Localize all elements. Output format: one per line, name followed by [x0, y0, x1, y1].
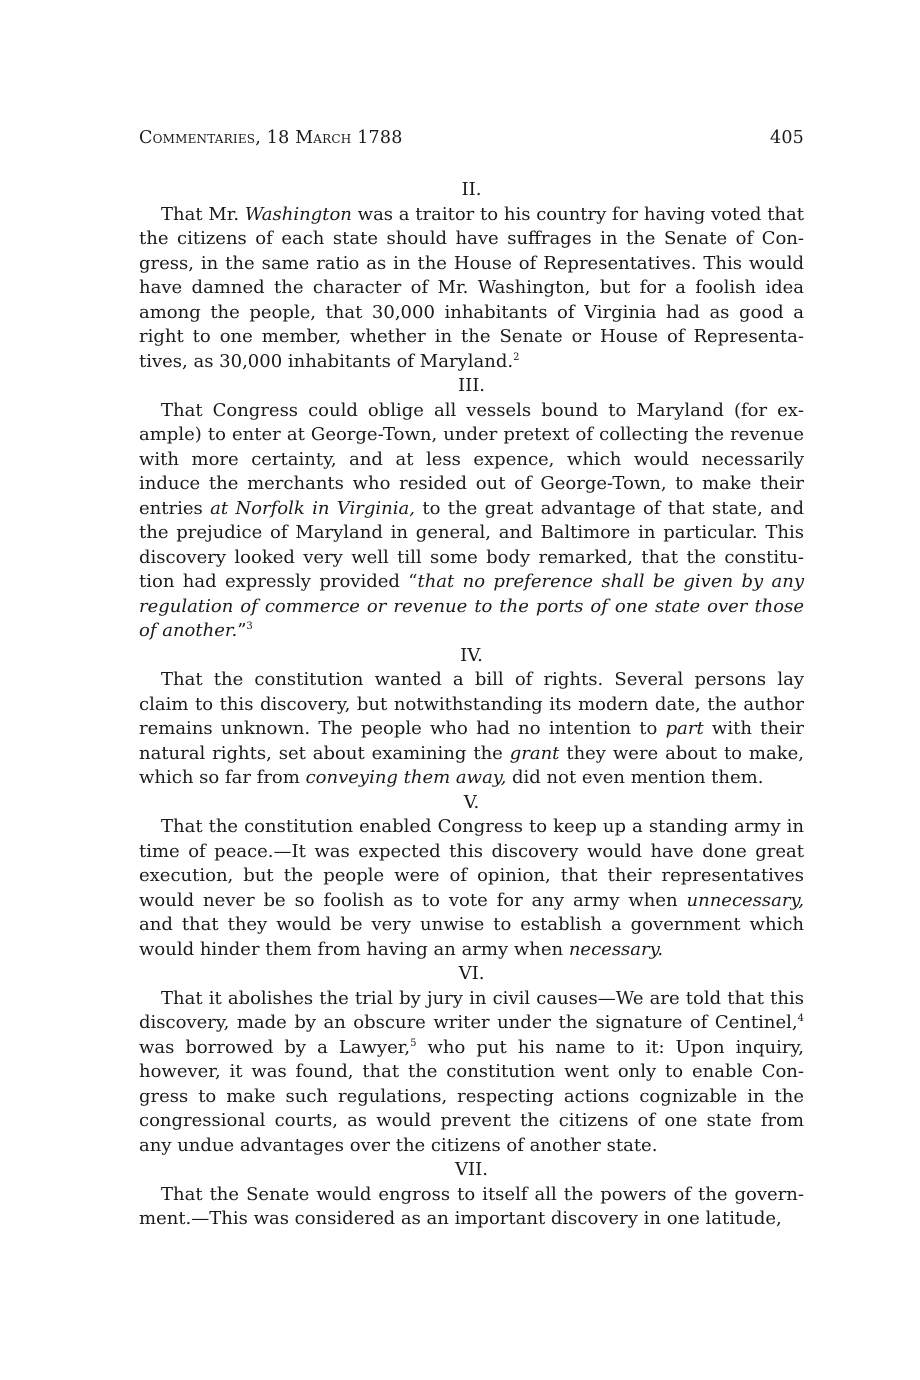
section-numeral: VI.	[458, 963, 485, 984]
text-run: did not even mention them.	[506, 767, 764, 788]
text-run: with their natural rights, set about examining the	[139, 718, 804, 764]
section-paragraph	[139, 399, 804, 644]
text-run: That the Senate would engross to itself all the powers of the government.—This was considered as an important discovery in one latitude,	[139, 1183, 804, 1229]
section	[139, 178, 804, 374]
italic-text: Washington	[244, 203, 352, 225]
text-run: was a traitor to his country for having voted that the citizens of each state should have suffrages in the Senate of Congress, in the same ratio as in the House of Representatives. This would have damned the character of Mr. Washington, but for a foolish idea among the people, that 30,000 inhabitants of Virginia had as good a right to one member, whether in the Senate or House of Representatives, as 30,000 inhabitants of Maryland.	[139, 203, 804, 372]
text-run: That Mr.	[161, 203, 245, 225]
section-paragraph	[139, 668, 804, 791]
section	[139, 644, 804, 791]
italic-text: part	[665, 718, 704, 739]
section-paragraph	[139, 1183, 804, 1232]
document-page	[139, 128, 804, 1232]
section	[139, 962, 804, 1158]
section-numeral: V.	[463, 791, 480, 813]
section	[139, 1158, 804, 1232]
text-run: to the great advantage of that state, and the prejudice of Maryland in general, and Baltimore in particular. This discovery looked very well till some body remarked, that the constitution had expressly provided “	[139, 497, 804, 592]
footnote-reference: 5	[410, 1037, 417, 1049]
footnote-reference: 2	[513, 351, 520, 363]
section	[139, 791, 804, 963]
footnote-reference: 3	[246, 621, 253, 632]
section-paragraph	[139, 203, 804, 375]
text-run: and that they would be very unwise to establish a government which would hinder them from having an army when	[139, 914, 804, 960]
italic-text: at Norfolk in Virginia,	[210, 497, 415, 519]
text-run: That Congress could oblige all vessels bound to Maryland (for example) to enter at George-Town, under pretext of collecting the revenue with more certainty, and at less expence, which would necessarily induce the merchants who resided out of George-Town, to make their entries	[139, 399, 804, 519]
italic-text: conveying them away,	[305, 767, 507, 788]
text-run: they were about to make, which so far from	[139, 742, 805, 788]
section	[139, 374, 804, 644]
text-run: who put his name to it: Upon inquiry, however, it was found, that the constitution went only to enable Congress to make such regulations, respecting actions cognizable in the congressional courts, as would prevent the citizens of one state from any undue advantages over the citizens of another state.	[139, 1036, 804, 1156]
section-numeral: IV.	[460, 644, 483, 666]
document-body	[139, 178, 804, 1232]
italic-text: unnecessary,	[686, 889, 804, 911]
running-head	[139, 128, 804, 158]
text-run: That the constitution enabled Congress to keep up a standing army in time of peace.—It was expected this discovery would have done great execution, but the people were of opinion, that their representatives would never be so foolish as to vote for any army when	[139, 816, 804, 911]
footnote-reference: 4	[797, 1013, 804, 1024]
section-numeral: III.	[457, 375, 486, 396]
section-paragraph	[139, 815, 804, 962]
running-head-title: Commentaries, 18 March 1788	[139, 128, 403, 148]
italic-text: that no preference shall be given by any regulation of commerce or revenue to the ports of one state over those of another.	[139, 571, 804, 641]
italic-text: grant	[509, 742, 560, 764]
text-run: was borrowed by a Lawyer,	[139, 1036, 411, 1058]
section-paragraph	[139, 987, 804, 1159]
text-run: ”	[237, 620, 247, 641]
text-run: That the constitution wanted a bill of rights. Several persons lay claim to this discovery, but notwithstanding its modern date, the author remains unknown. The people who had no intention to	[139, 669, 804, 739]
page-number: 405	[769, 128, 804, 148]
italic-text: necessary.	[568, 938, 664, 960]
text-run: That it abolishes the trial by jury in civil causes—We are told that this discovery, made by an obscure writer under the signature of Centinel,	[139, 987, 804, 1033]
section-numeral: II.	[461, 179, 482, 200]
section-numeral: VII.	[455, 1159, 488, 1180]
